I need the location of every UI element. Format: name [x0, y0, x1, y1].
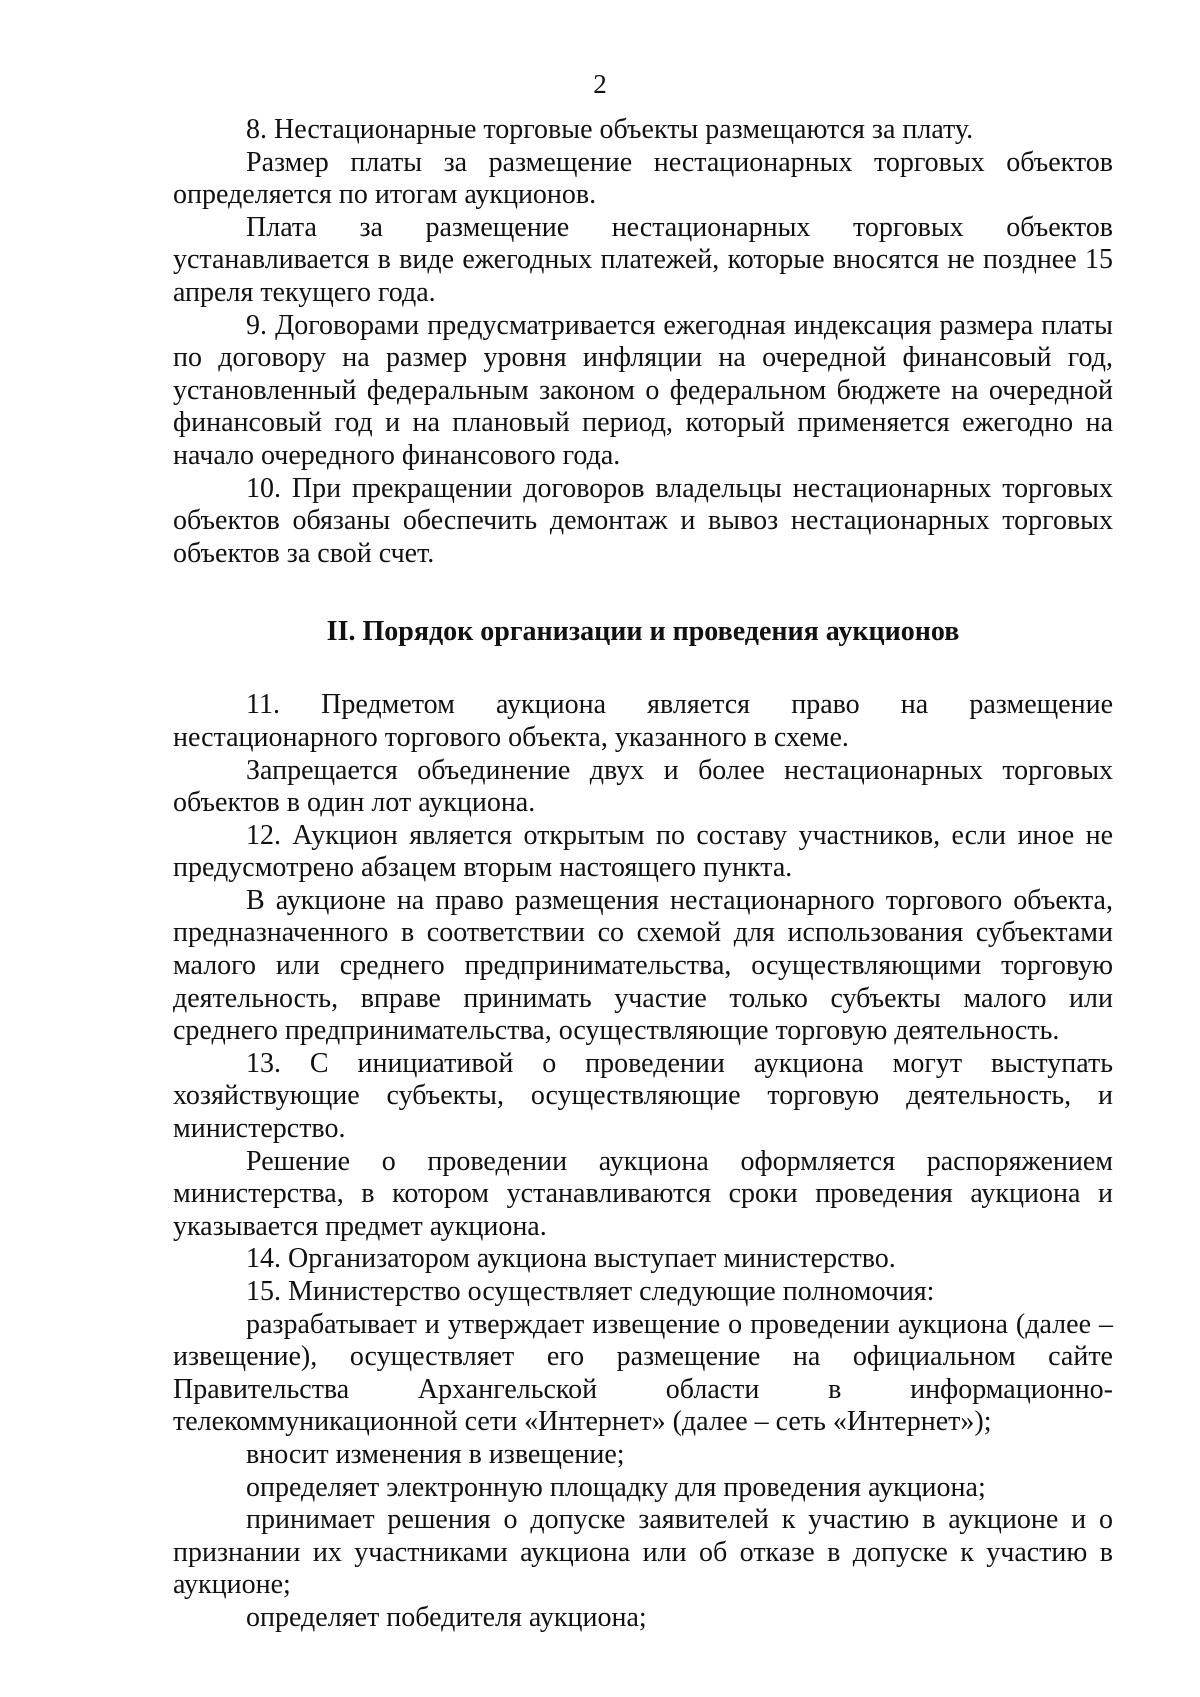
paragraph-fee-size: Размер платы за размещение нестационарных торговых объектов определяется по итогам аукционов. — [173, 146, 1113, 211]
page-number: 2 — [593, 69, 607, 99]
paragraph-item-11: 11. Предметом аукциона является право на размещение нестационарного торгового объекта, указанного в схеме. — [173, 689, 1113, 753]
paragraph-item-12: 12. Аукцион является открытым по составу участников, если иное не предусмотрено абзацем вторым настоящего пункта. — [173, 819, 1113, 884]
paragraph-item-14: 14. Организатором аукциона выступает министерство. — [246, 1243, 896, 1275]
paragraph-item-8: 8. Нестационарные торговые объекты размещаются за плату. — [246, 114, 974, 145]
paragraph-lot-restriction: Запрещается объединение двух и более нестационарных торговых объектов в один лот аукциона. — [173, 754, 1113, 819]
paragraph-authority-platform: определяет электронную площадку для проведения аукциона; — [246, 1471, 986, 1503]
paragraph-item-10: 10. При прекращении договоров владельцы нестационарных торговых объектов обязаны обеспечить демонтаж и вывоз нестационарных торговых объектов за свой счет. — [173, 472, 1113, 569]
paragraph-authority-admission: принимает решения о допуске заявителей к участию в аукционе и о признании их участниками аукциона или об отказе в допуске к участию в аукционе; — [173, 1504, 1113, 1601]
section-heading: II. Порядок организации и проведения аукционов — [326, 616, 960, 648]
paragraph-item-15: 15. Министерство осуществляет следующие полномочия: — [246, 1276, 935, 1307]
paragraph-item-13: 13. С инициативой о проведении аукциона могут выступать хозяйствующие субъекты, осуществляющие торговую деятельность, и министерство. — [173, 1047, 1113, 1145]
paragraph-auction-decision: Решение о проведении аукциона оформляется распоряжением министерства, в котором устанавливаются сроки проведения аукциона и указывается предмет аукциона. — [173, 1145, 1113, 1242]
paragraph-authority-notice: разрабатывает и утверждает извещение о проведении аукциона (далее – извещение), осуществляет его размещение на официальном сайте Правительства Архангельской области в информационно-телекоммуникационной сети «Интернет» (далее – сеть «Интернет»); — [173, 1308, 1113, 1438]
paragraph-authority-winner: определяет победителя аукциона; — [246, 1601, 647, 1633]
paragraph-authority-changes: вносит изменения в извещение; — [246, 1438, 625, 1470]
paragraph-fee-payment: Плата за размещение нестационарных торговых объектов устанавливается в виде ежегодных платежей, которые вносятся не позднее 15 апреля текущего года. — [173, 211, 1113, 308]
document-body — [173, 114, 1113, 1635]
paragraph-item-9: 9. Договорами предусматривается ежегодная индексация размера платы по договору на размер уровня инфляции на очередной финансовый год, установленный федеральным законом о федеральном бюджете на очередной финансовый год и на плановый период, который применяется ежегодно на начало очередного финансового года. — [173, 309, 1113, 471]
paragraph-small-business: В аукционе на право размещения нестационарного торгового объекта, предназначенного в соответствии со схемой для использования субъектами малого или среднего предпринимательства, осуществляющими торговую деятельность, вправе принимать участие только субъекты малого или среднего предпринимательства, осуществляющие торговую деятельность. — [173, 884, 1113, 1047]
